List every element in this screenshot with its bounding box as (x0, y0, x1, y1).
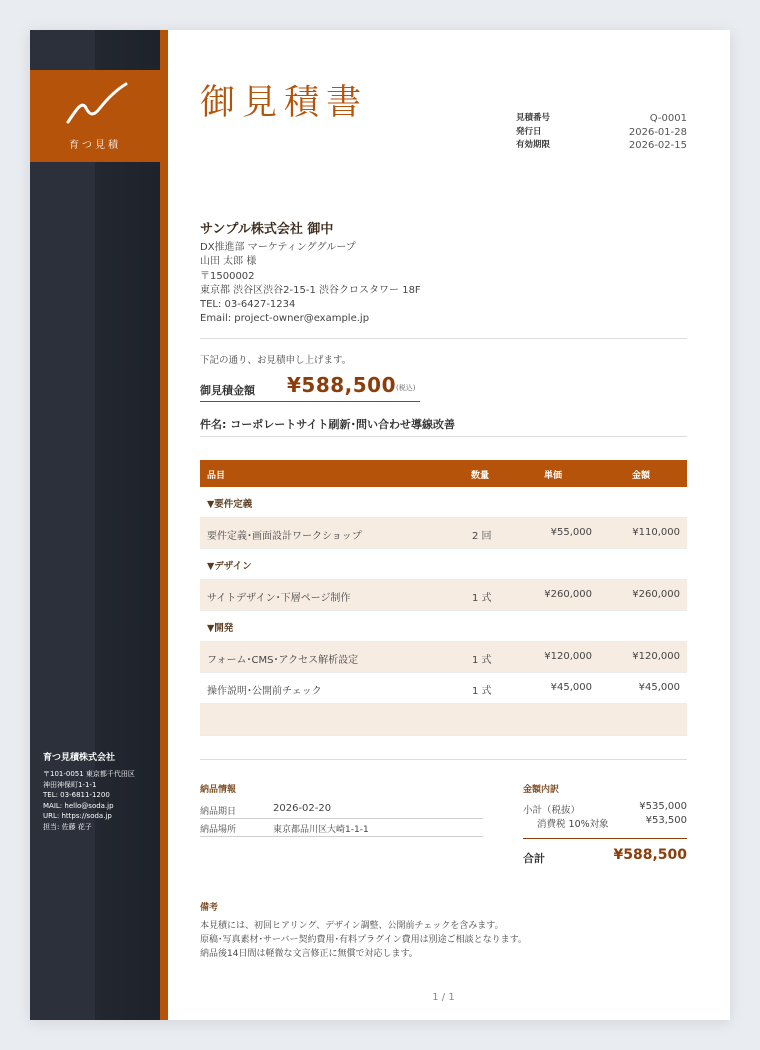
issuer-contact: 担当: 佐藤 花子 (43, 822, 92, 831)
total-amount-block (200, 373, 420, 402)
tax-value: ¥53,500 (645, 815, 687, 826)
document-body (200, 30, 687, 1020)
note-line: 本見積には、初回ヒアリング、デザイン調整、公開前チェックを含みます。 (200, 921, 504, 931)
meta-value-number: Q-0001 (649, 113, 687, 124)
logo-text: 育つ見積 (69, 140, 121, 151)
grand-total-row (523, 847, 687, 867)
item-unit-price: ¥120,000 (544, 651, 592, 662)
meta-label-expiry: 有効期限 (516, 140, 551, 150)
table-row (200, 642, 687, 673)
item-qty: 1 式 (472, 593, 492, 604)
subtotal-label: 小計（税抜） (523, 805, 581, 816)
client-info (200, 218, 687, 327)
subtotal-row (523, 801, 687, 815)
meta-value-issue-date: 2026-01-28 (628, 126, 687, 138)
item-name: サイトデザイン･下層ページ制作 (207, 593, 351, 604)
breakdown-title: 金額内訳 (523, 785, 560, 795)
item-unit-price: ¥45,000 (550, 682, 592, 693)
item-unit-price: ¥55,000 (550, 527, 592, 538)
divider (200, 436, 687, 437)
empty-row (200, 704, 687, 736)
divider (200, 338, 687, 339)
item-amount: ¥110,000 (632, 527, 680, 538)
table-row (200, 673, 687, 704)
subtotal-value: ¥535,000 (639, 801, 687, 812)
tax-label: 消費税 10%対象 (537, 819, 609, 830)
note-line: 原稿･写真素材･サーバー契約費用･有料プラグイン費用は別途ご相談となります。 (200, 935, 527, 945)
client-tel: TEL: 03-6427-1234 (200, 299, 296, 311)
divider (523, 838, 687, 839)
client-person: 山田 太郎 様 (200, 256, 257, 268)
issuer-name: 育つ見積株式会社 (43, 753, 116, 763)
tax-row (523, 815, 687, 829)
item-amount: ¥260,000 (632, 589, 680, 600)
delivery-date-label: 納品期日 (200, 807, 237, 817)
category-label: ▼デザイン (207, 561, 252, 572)
item-qty: 1 式 (472, 686, 492, 697)
client-name: サンプル株式会社 御中 (200, 222, 334, 237)
client-department: DX推進部 マーケティンググループ (200, 242, 356, 253)
grand-total-label: 合計 (523, 852, 545, 865)
client-email: Email: project-owner@example.jp (200, 313, 370, 325)
item-amount: ¥45,000 (638, 682, 680, 693)
issuer-address-2: 神田神保町1-1-1 (43, 780, 97, 789)
item-qty: 1 式 (472, 655, 492, 666)
table-row (200, 518, 687, 549)
page-title: 御見積書 (200, 83, 369, 123)
delivery-date-value: 2026-02-20 (273, 803, 332, 814)
meta-row (516, 126, 687, 140)
quote-page (30, 30, 730, 1020)
delivery-title: 納品情報 (200, 785, 237, 795)
page-number: 1 / 1 (432, 992, 455, 1003)
total-amount: ¥588,500 (287, 373, 397, 397)
grand-total-value: ¥588,500 (613, 847, 687, 863)
item-unit-price: ¥260,000 (544, 589, 592, 600)
item-amount: ¥120,000 (632, 651, 680, 662)
issuer-address-1: 〒101-0051 東京都千代田区 (43, 770, 135, 778)
table-header (200, 460, 687, 487)
client-postal: 〒1500002 (200, 270, 255, 282)
meta-label-number: 見積番号 (516, 113, 551, 123)
client-address: 東京都 渋谷区渋谷2-15-1 渋谷クロスタワー 18F (200, 284, 421, 296)
intro-text: 下記の通り、お見積申し上げます。 (200, 355, 352, 366)
meta-row (516, 139, 687, 153)
item-name: 操作説明･公開前チェック (207, 686, 322, 697)
growth-line-icon (62, 80, 132, 130)
amount-breakdown (523, 782, 687, 867)
header-qty: 数量 (471, 471, 490, 481)
sidebar (30, 30, 160, 1020)
delivery-place-value: 東京都品川区大崎1-1-1 (273, 825, 369, 835)
category-row (200, 487, 687, 518)
item-name: フォーム･CMS･アクセス解析設定 (207, 655, 359, 666)
subject: 件名: コーポレートサイト刷新･問い合わせ導線改善 (200, 418, 455, 431)
table-row (200, 580, 687, 611)
note-line: 納品後14日間は軽微な文言修正に無償で対応します。 (200, 949, 418, 959)
notes (200, 900, 687, 961)
meta-label-issue-date: 発行日 (516, 126, 542, 137)
tax-included-note: (税込) (396, 384, 416, 392)
category-row (200, 611, 687, 642)
delivery-info (200, 782, 483, 837)
issuer-url: URL: https://soda.jp (43, 812, 112, 820)
quote-meta (516, 112, 687, 153)
item-name: 要件定義･画面設計ワークショップ (207, 531, 362, 542)
category-label: ▼開発 (207, 623, 234, 634)
sidebar-accent-bar (160, 30, 168, 1020)
issuer-tel: TEL: 03-6811-1200 (43, 791, 110, 799)
delivery-place-label: 納品場所 (200, 825, 237, 835)
delivery-place-row (200, 819, 483, 837)
issuer-mail: MAIL: hello@soda.jp (43, 801, 114, 810)
item-qty: 2 回 (472, 531, 492, 542)
meta-value-expiry: 2026-02-15 (628, 140, 687, 151)
divider (200, 759, 687, 760)
issuer-info (43, 750, 158, 832)
header-unit: 単価 (544, 471, 563, 481)
total-label: 御見積金額 (200, 384, 255, 397)
header-item: 品目 (207, 471, 226, 481)
header-amount: 金額 (632, 471, 651, 481)
delivery-date-row (200, 801, 483, 819)
notes-title: 備考 (200, 903, 219, 913)
logo (30, 70, 160, 162)
category-label: ▼要件定義 (207, 499, 253, 510)
meta-row (516, 112, 687, 126)
category-row (200, 549, 687, 580)
line-items-table (200, 460, 687, 736)
